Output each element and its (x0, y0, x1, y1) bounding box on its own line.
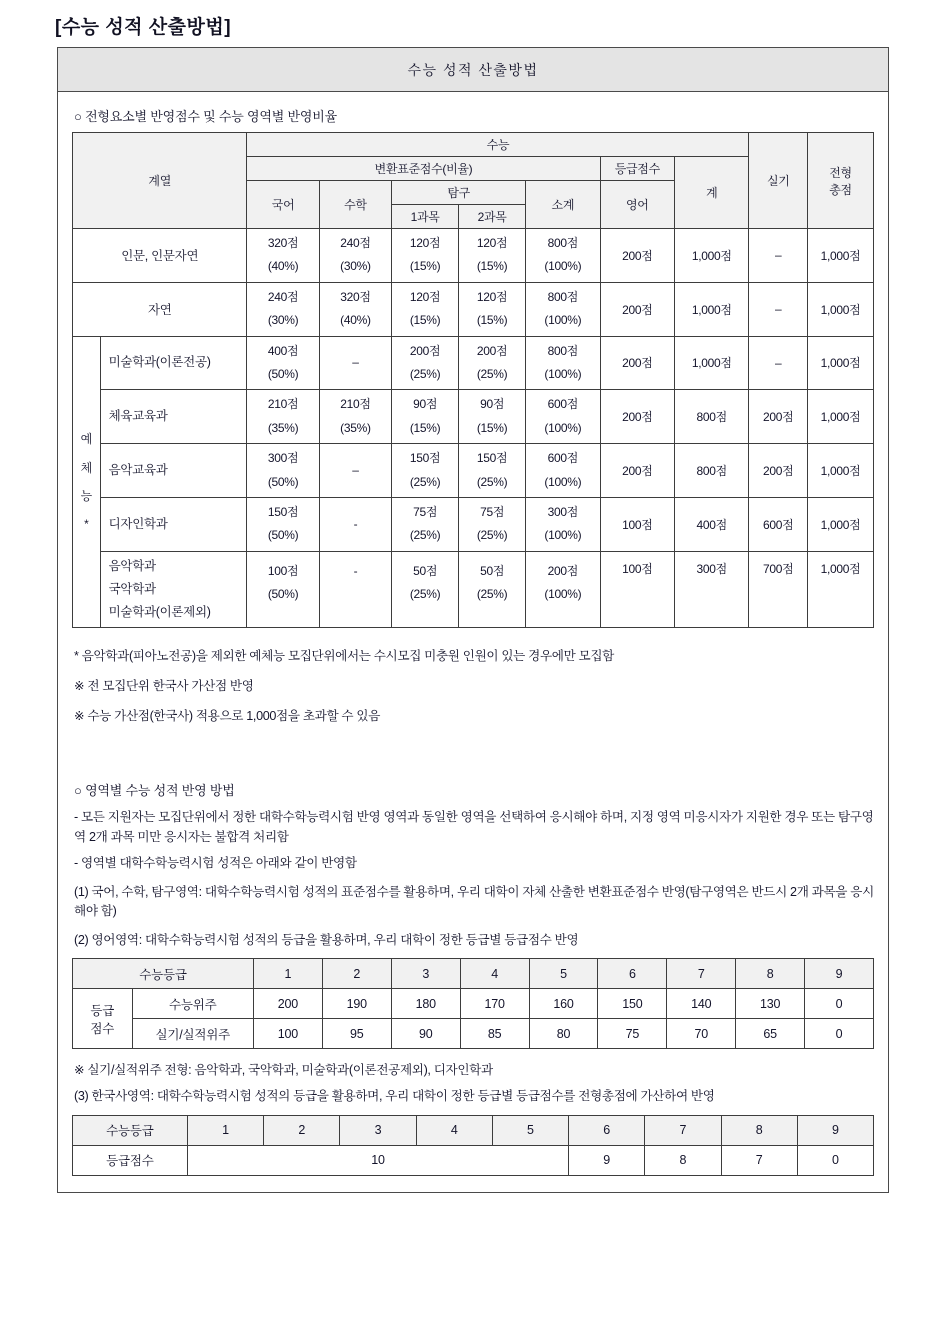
cell-practical: – (749, 336, 808, 390)
val: 800점 (547, 343, 579, 358)
table-row (73, 282, 874, 336)
cell-english: 200점 (600, 229, 674, 283)
val: 150점 (476, 451, 508, 466)
pct: (40%) (340, 313, 371, 328)
pct: (50%) (267, 474, 299, 489)
cell-inq1 (392, 444, 459, 498)
th-subtotal: 소계 (526, 181, 600, 229)
val: – (352, 355, 359, 370)
cell-subtotal (526, 444, 600, 498)
cell-grand-total: 1,000점 (807, 390, 873, 444)
section2-item-2: (2) 영어영역: 대학수학능력시험 성적의 등급을 활용하며, 우리 대학이 정한 등급별 등급점수 반영 (74, 932, 579, 947)
pct: (25%) (409, 528, 441, 543)
pct: (30%) (267, 313, 299, 328)
cell-history-score: 8 (645, 1145, 721, 1175)
th-grade-1: 1 (253, 959, 322, 989)
row-dept: 인문, 인문자연 (73, 229, 247, 283)
cell-score: 90 (391, 1019, 460, 1049)
pct: (100%) (544, 474, 582, 489)
cell-history-merged: 10 (187, 1145, 568, 1175)
cell-score: 85 (460, 1019, 529, 1049)
th-converted-standard-score: 변환표준점수(비율) (247, 157, 600, 181)
th-grade-9: 9 (805, 959, 874, 989)
val: 200점 (547, 563, 579, 578)
cell-grand-total: 1,000점 (807, 444, 873, 498)
row-dept: 체육교육과 (100, 390, 247, 444)
cell-math (319, 229, 391, 283)
cell-practical: 700점 (749, 551, 808, 627)
section-spacer (72, 724, 874, 776)
pct: (100%) (544, 528, 582, 543)
val: 300점 (267, 451, 299, 466)
row-dept: 음악교육과 (100, 444, 247, 498)
pct: (50%) (267, 366, 299, 381)
cell-korean (247, 390, 319, 444)
cell-inq1 (392, 497, 459, 551)
th-inquiry-sub2: 2과목 (459, 205, 526, 229)
th-hgrade-6: 6 (569, 1115, 645, 1145)
val: 150점 (267, 504, 299, 519)
pct: (25%) (476, 528, 508, 543)
th-practical: 실기 (749, 133, 808, 229)
th-hgrade-3: 3 (340, 1115, 416, 1145)
cell-grand-total: 1,000점 (807, 551, 873, 627)
pct: (100%) (544, 313, 582, 328)
cell-english: 200점 (600, 390, 674, 444)
val: 320점 (340, 289, 371, 304)
th-grade-corner: 수능등급 (73, 959, 254, 989)
cell-score: 100 (253, 1019, 322, 1049)
cell-score: 140 (667, 989, 736, 1019)
table-row (73, 390, 874, 444)
pct: (100%) (544, 259, 582, 274)
table-row (73, 1019, 874, 1049)
pct: (50%) (267, 528, 299, 543)
row-dept (100, 551, 247, 627)
note-history-bonus: ※ 전 모집단위 한국사 가산점 반영 (74, 679, 254, 694)
cell-korean (247, 229, 319, 283)
cell-subtotal (526, 336, 600, 390)
val: 90점 (413, 397, 438, 412)
cell-korean (247, 444, 319, 498)
cell-score: 180 (391, 989, 460, 1019)
cell-grand-total: 1,000점 (807, 497, 873, 551)
val: 50점 (413, 563, 438, 578)
pct: (25%) (409, 587, 441, 602)
content-area (58, 92, 888, 1192)
cell-math (319, 336, 391, 390)
cell-score: 190 (322, 989, 391, 1019)
cell-korean (247, 282, 319, 336)
val: 210점 (267, 397, 299, 412)
cell-inq2 (459, 390, 526, 444)
cell-subtotal (526, 229, 600, 283)
th-hgrade-8: 8 (721, 1115, 797, 1145)
cell-grand-total: 1,000점 (807, 282, 873, 336)
cell-history-score: 0 (797, 1145, 873, 1175)
row-group-label-score (73, 989, 133, 1049)
table-row (73, 989, 874, 1019)
th-grand-total-line1: 전형 (829, 165, 852, 180)
section2-item-1: (1) 국어, 수학, 탐구영역: 대학수학능력시험 성적의 표준점수를 활용하며, 우리 대학이 자체 산출한 변환표준점수 반영(탐구영역은 반드시 2개 과목을 응시해야 함) (74, 884, 874, 919)
cell-practical: – (749, 229, 808, 283)
val: 300점 (547, 504, 579, 519)
val: 240점 (267, 289, 299, 304)
pct: (40%) (267, 259, 299, 274)
table-header-row-1 (73, 133, 874, 157)
banner-title: 수능 성적 산출방법 (58, 48, 888, 92)
cell-grand-total: 1,000점 (807, 229, 873, 283)
th-hgrade-2: 2 (264, 1115, 340, 1145)
cell-score: 170 (460, 989, 529, 1019)
val: 320점 (267, 236, 299, 250)
th-hgrade-4: 4 (416, 1115, 492, 1145)
cell-math (319, 282, 391, 336)
val: - (353, 516, 358, 531)
cell-practical: 600점 (749, 497, 808, 551)
val: 150점 (409, 451, 441, 466)
cell-grand-total: 1,000점 (807, 336, 873, 390)
th-grade-2: 2 (322, 959, 391, 989)
cell-inq2 (459, 336, 526, 390)
val: 75점 (480, 504, 505, 519)
val: 800점 (547, 289, 579, 304)
cell-history-score: 9 (569, 1145, 645, 1175)
section-2-heading: ○ 영역별 수능 성적 반영 방법 (74, 783, 235, 799)
document-container (57, 47, 889, 1193)
val: 600점 (547, 397, 579, 412)
note-practical-admission: ※ 실기/실적위주 전형: 음악학과, 국악학과, 미술학과(이론전공제외), 디자인학과 (74, 1063, 493, 1078)
th-inquiry: 탐구 (392, 181, 526, 205)
cell-english: 200점 (600, 336, 674, 390)
table-row (73, 497, 874, 551)
cell-score: 130 (736, 989, 805, 1019)
pct: (15%) (409, 259, 441, 274)
dept-line: 미술학과(이론제외) (108, 604, 211, 619)
val: 200점 (476, 343, 508, 358)
th-grade-8: 8 (736, 959, 805, 989)
th-korean: 국어 (247, 181, 319, 229)
cell-total: 800점 (675, 444, 749, 498)
group-label-char: * (84, 517, 89, 531)
pct: (25%) (476, 474, 508, 489)
pct: (15%) (476, 313, 508, 328)
val: 100점 (267, 563, 299, 578)
row-dept: 자연 (73, 282, 247, 336)
history-table-header-row (73, 1115, 874, 1145)
korean-history-grade-score-table (72, 1115, 874, 1176)
group-label-char: 능 (80, 488, 92, 503)
section-1-heading: ○ 전형요소별 반영점수 및 수능 영역별 반영비율 (74, 109, 337, 124)
cell-practical: – (749, 282, 808, 336)
cell-inq1 (392, 336, 459, 390)
cell-inq1 (392, 229, 459, 283)
pct: (15%) (409, 420, 441, 435)
cell-korean (247, 336, 319, 390)
row-dept: 미술학과(이론전공) (100, 336, 247, 390)
val: 120점 (476, 236, 508, 250)
th-math: 수학 (319, 181, 391, 229)
row-label-practical-focused: 실기/실적위주 (132, 1019, 253, 1049)
val: 210점 (340, 397, 371, 412)
cell-inq1 (392, 282, 459, 336)
val: 400점 (267, 343, 299, 358)
table-row (73, 1145, 874, 1175)
th-total: 계 (675, 157, 749, 229)
cell-score: 95 (322, 1019, 391, 1049)
cell-inq1 (392, 551, 459, 627)
pct: (100%) (544, 366, 582, 381)
th-grade-5: 5 (529, 959, 598, 989)
table-row (73, 551, 874, 627)
th-grade-4: 4 (460, 959, 529, 989)
val: 120점 (409, 236, 441, 250)
cell-inq2 (459, 444, 526, 498)
th-suneung: 수능 (247, 133, 749, 157)
dept-line: 국악학과 (108, 581, 156, 596)
val: 240점 (340, 236, 371, 250)
cell-subtotal (526, 551, 600, 627)
cell-score: 0 (805, 989, 874, 1019)
cell-inq2 (459, 497, 526, 551)
cell-score: 65 (736, 1019, 805, 1049)
val: 120점 (476, 289, 508, 304)
pct: (25%) (476, 587, 508, 602)
cell-english: 200점 (600, 444, 674, 498)
th-hgrade-7: 7 (645, 1115, 721, 1145)
cell-history-score: 7 (721, 1145, 797, 1175)
cell-inq1 (392, 390, 459, 444)
cell-score: 80 (529, 1019, 598, 1049)
table-row (73, 229, 874, 283)
th-hgrade-5: 5 (492, 1115, 568, 1145)
section2-para-2: - 영역별 대학수학능력시험 성적은 아래와 같이 반영함 (74, 856, 357, 871)
table-row (73, 336, 874, 390)
val: 120점 (409, 289, 441, 304)
label-line-1: 등급 (90, 1003, 115, 1018)
val: - (353, 563, 358, 578)
th-grand-total (807, 133, 873, 229)
section2-para-1: - 모든 지원자는 모집단위에서 정한 대학수학능력시험 반영 영역과 동일한 영역을 선택하여 응시해야 하며, 지정 영역 미응시자가 지원한 경우 또는 탐구영역 2개 과목 미만 응시자는 불합격 처리함 (74, 810, 874, 844)
cell-total: 1,000점 (675, 336, 749, 390)
english-grade-score-table (72, 958, 874, 1049)
cell-english: 100점 (600, 551, 674, 627)
pct: (15%) (409, 313, 441, 328)
pct: (35%) (267, 420, 299, 435)
cell-practical: 200점 (749, 444, 808, 498)
section2-item-3: (3) 한국사영역: 대학수학능력시험 성적의 등급을 활용하며, 우리 대학이 정한 등급별 등급점수를 전형총점에 가산하여 반영 (74, 1089, 715, 1104)
cell-math (319, 551, 391, 627)
pct: (15%) (476, 259, 508, 274)
cell-subtotal (526, 497, 600, 551)
val: 75점 (413, 504, 438, 519)
cell-practical: 200점 (749, 390, 808, 444)
pct: (35%) (340, 420, 371, 435)
cell-inq2 (459, 551, 526, 627)
pct: (30%) (340, 259, 371, 274)
label-line-2: 점수 (90, 1021, 115, 1036)
th-grand-total-line2: 총점 (829, 182, 852, 197)
cell-math (319, 444, 391, 498)
row-dept: 디자인학과 (100, 497, 247, 551)
pct: (25%) (409, 366, 441, 381)
val: 90점 (480, 397, 505, 412)
group-label-char: 예 (80, 432, 92, 447)
cell-score: 200 (253, 989, 322, 1019)
pct: (25%) (409, 474, 441, 489)
th-grade-3: 3 (391, 959, 460, 989)
cell-subtotal (526, 282, 600, 336)
val: 200점 (409, 343, 441, 358)
cell-english: 100점 (600, 497, 674, 551)
cell-math (319, 497, 391, 551)
english-table-header-row (73, 959, 874, 989)
cell-total: 400점 (675, 497, 749, 551)
cell-korean (247, 551, 319, 627)
cell-inq2 (459, 229, 526, 283)
cell-korean (247, 497, 319, 551)
val: – (352, 462, 359, 477)
cell-total: 1,000점 (675, 229, 749, 283)
cell-total: 1,000점 (675, 282, 749, 336)
th-hgrade-1: 1 (187, 1115, 263, 1145)
val: 600점 (547, 451, 579, 466)
pct: (25%) (476, 366, 508, 381)
pct: (100%) (544, 587, 582, 602)
cell-score: 70 (667, 1019, 736, 1049)
pct: (100%) (544, 420, 582, 435)
cell-english: 200점 (600, 282, 674, 336)
cell-score: 75 (598, 1019, 667, 1049)
val: 50점 (480, 563, 505, 578)
cell-inq2 (459, 282, 526, 336)
cell-total: 800점 (675, 390, 749, 444)
th-hgrade-9: 9 (797, 1115, 873, 1145)
val: 800점 (547, 236, 579, 250)
table-row (73, 444, 874, 498)
cell-score: 160 (529, 989, 598, 1019)
cell-subtotal (526, 390, 600, 444)
th-history-corner: 수능등급 (73, 1115, 188, 1145)
th-grade-score: 등급점수 (600, 157, 674, 181)
pct: (15%) (476, 420, 508, 435)
th-inquiry-sub1: 1과목 (392, 205, 459, 229)
th-series: 계열 (73, 133, 247, 229)
group-label-char: 체 (80, 460, 92, 475)
row-label-grade-score: 등급점수 (73, 1145, 188, 1175)
cell-math (319, 390, 391, 444)
note-exceed-total: ※ 수능 가산점(한국사) 적용으로 1,000점을 초과할 수 있음 (74, 709, 381, 724)
cell-score: 0 (805, 1019, 874, 1049)
th-grade-6: 6 (598, 959, 667, 989)
th-grade-7: 7 (667, 959, 736, 989)
page-title: [수능 성적 산출방법] (55, 17, 232, 38)
group-label-arts (73, 336, 101, 628)
cell-score: 150 (598, 989, 667, 1019)
pct: (50%) (267, 587, 299, 602)
note-asterisk: * 음악학과(피아노전공)을 제외한 예체능 모집단위에서는 수시모집 미충원 인원이 있는 경우에만 모집함 (74, 649, 614, 664)
admission-score-table (72, 132, 874, 628)
cell-total: 300점 (675, 551, 749, 627)
dept-line: 음악학과 (108, 558, 156, 573)
row-label-suneung-focused: 수능위주 (132, 989, 253, 1019)
th-english: 영어 (600, 181, 674, 229)
